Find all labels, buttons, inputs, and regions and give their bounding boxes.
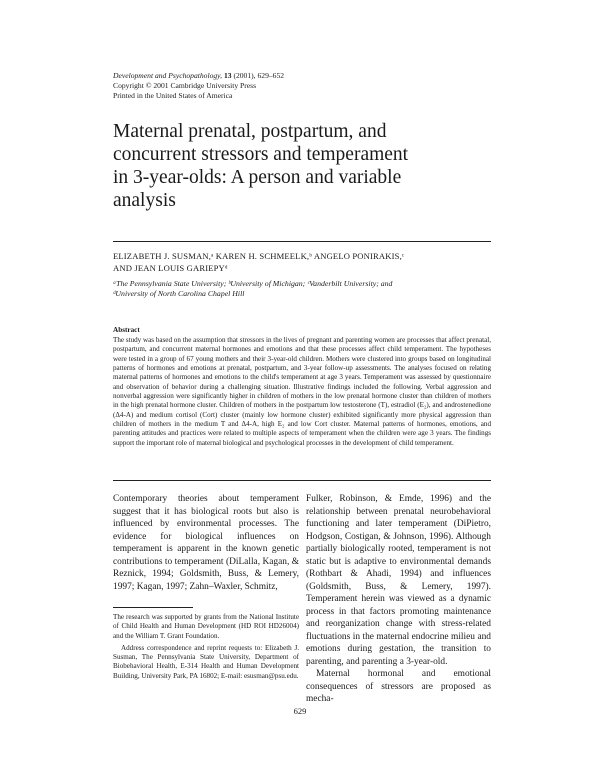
abstract-heading: Abstract (113, 326, 140, 334)
copyright-line: Copyright © 2001 Cambridge University Press (113, 81, 257, 90)
journal-header (113, 71, 284, 101)
authors-line-2: AND JEAN LOUIS GARIEPYᵈ (113, 263, 228, 273)
footnote-correspondence: Address correspondence and reprint requests to: Elizabeth J. Susman, The Pennsylvania State University, Department of Biobehavioral Health, E-314 Health and Human Development Building, University Park, PA 16802; E-mail: esusman@psu.edu. (113, 643, 299, 680)
abstract-text: The study was based on the assumption that stressors in the lives of pregnant and parenting women are processes that affect prenatal, postpartum, and concurrent maternal hormones and emotions and that these processes affect child temperament. The hypotheses were tested in a group of 67 young mothers and their 3-year-old children. Mothers were clustered into groups based on longitudinal patterns of hormones and emotions at prenatal, postpartum, and 3-year follow-up assessments. The analyses focused on relating maternal patterns of hormones and emotions to the child's temperament at age 3 years. Temperament was assessed by questionnaire and observation of behavior during a challenging situation. Illustrative findings included the following. Verbal aggression and nonverbal aggression were significantly higher in children of mothers in the low prenatal hormone cluster than children of mothers in the high prenatal hormone cluster. Children of mothers in the postpartum low testosterone (T), estradiol (E₂), and androstenedione (Δ4-A) and medium cortisol (Cort) cluster (mainly low hormone cluster) exhibited significantly more physical aggression than children of mothers in the medium T and Δ4-A, high E₂ and low Cort cluster. Maternal patterns of hormones, emotions, and parenting attitudes and practices were related to multiple aspects of temperament when the children were age 3 years. The findings support the important role of maternal biological and psychological processes in the development of child temperament. (113, 336, 491, 447)
affiliations-line-2: ᵈUniversity of North Carolina Chapel Hill (113, 289, 245, 298)
body-column-left: Contemporary theories about temperament suggest that it has biological roots but also is influenced by environmental processes. The evidence for biological influences on temperament is apparent in the known genetic contributions to temperament (DiLalla, Kagan, & Reznick, 1994; Goldsmith, Buss, & Lemery, 1997; Kagan, 1997; Zahn–Waxler, Schmitz, (113, 494, 299, 592)
affiliations (113, 279, 491, 299)
body-paragraph: Maternal hormonal and emotional consequences of stressors are proposed as mecha- (306, 669, 491, 704)
journal-pages: (2001), 629–652 (233, 71, 285, 80)
affiliations-line-1: ᵃThe Pennsylvania State University; ᵇUniversity of Michigan; ᶜVanderbilt University; and (113, 279, 393, 288)
author-list (113, 250, 491, 274)
body-paragraph: Fulker, Robinson, & Emde, 1996) and the relationship between prenatal neurobehavioral functioning and later temperament (DiPietro, Hodgson, Costigan, & Johnson, 1996). Although partially biologically rooted, temperament is not static but is adaptive to environmental demands (Rothbart & Ahadi, 1994) and influences (Goldsmith, Buss, & Lemery, 1997). Temperament herein was viewed as a dynamic process in that factors promoting maintenance and reorganization change with stress-related fluctuations in the maternal endocrine milieu and emotions during gestation, the transition to parenting, and parenting a 3-year-old. (306, 494, 491, 667)
footnote-funding: The research was supported by grants from the National Institute of Child Health and Human Development (HD ROI HD26004) and the William T. Grant Foundation. (113, 613, 299, 640)
authors-line-1: ELIZABETH J. SUSMAN,ᵃ KAREN H. SCHMEELK,ᵇ ANGELO PONIRAKIS,ᶜ (113, 251, 405, 261)
journal-name: Development and Psychopathology, (113, 71, 223, 80)
journal-citation (113, 71, 284, 81)
article-title: Maternal prenatal, postpartum, and concurrent stressors and temperament in 3-year-olds: A person and variable analysis (113, 121, 409, 211)
footnote-divider (113, 607, 193, 608)
body-column-right (306, 493, 491, 706)
title-divider (113, 241, 491, 242)
journal-volume: 13 (223, 71, 232, 80)
abstract-divider (113, 480, 491, 481)
footnotes (113, 613, 299, 681)
page-number: 629 (293, 706, 307, 716)
printed-line: Printed in the United States of America (113, 91, 233, 100)
